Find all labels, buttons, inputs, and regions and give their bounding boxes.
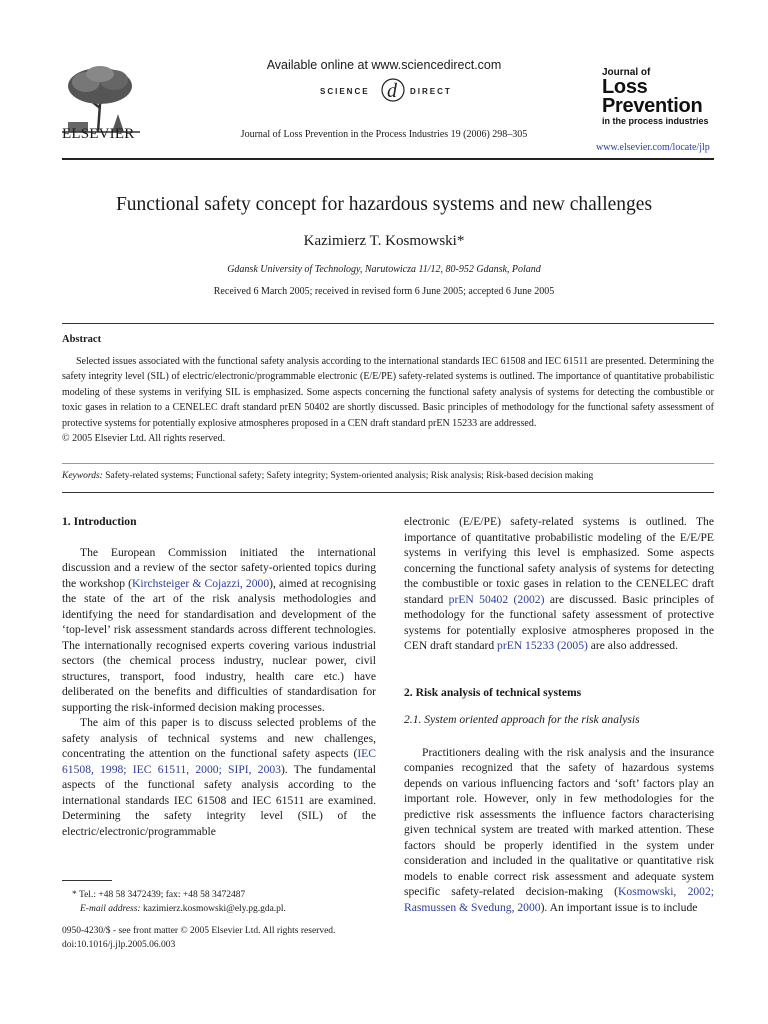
sciencedirect-logo (318, 76, 468, 104)
author-affiliation: Gdansk University of Technology, Narutowicza 11/12, 80-952 Gdansk, Poland (227, 264, 541, 275)
citation-link-iec[interactable]: IEC 61508, 1998; IEC 61511, 2000; SIPI, 2003 (62, 747, 376, 776)
section-1-heading: 1. Introduction (62, 515, 137, 528)
intro-paragraph-2: The aim of this paper is to discuss selected problems of the safety analysis of technical systems and new challenges, concentrating the attention on the functional safety aspects (IEC 61508, 1998; IEC 61511, 2000; SIPI, 2003). The fundamental aspects of the functional safety analysis according to the international standards IEC 61508 and IEC 61511 are examined. Determining the safety integrity level (SIL) of the electric/electronic/programmable (62, 716, 376, 838)
intro-paragraph-1: The European Commission initiated the international discussion and a review of the sector safety-oriented topics during the workshop (Kirchsteiger & Cojazzi, 2000), aimed at recognising the state of the art of the risk analysis methodologies and identifying the need for standardisation and development of the ‘top-level’ risk assessment standards across different technologies. The internationally recognised experts covering various industrial sectors (the chemical process industry, nuclear power, civil structures, transport, food industry, health care etc.) have deliberated on the benefits and difficulties of standardisation for supporting the risk-informed decision making processes. (62, 545, 376, 714)
received-dates: Received 6 March 2005; received in revised form 6 June 2005; accepted 6 June 2005 (213, 286, 555, 297)
author-email[interactable]: kazimierz.kosmowski@ely.pg.gda.pl. (142, 904, 286, 914)
abstract-text: Selected issues associated with the functional safety analysis according to the international standards IEC 61508 and IEC 61511 are presented. Determining the safety integrity level (SIL) of electric/electronic/programmable electronic (E/E/PE) safety-related systems is outlined. The importance of quantitative probabilistic modeling of these systems in verifying SIL is emphasized. Some aspects concerning the functional safety analysis of systems for detecting the combustible or toxic gases in relation to a CENELEC draft standard prEN 50402 are shortly discussed. Basic principles of methodology for the functional safety assessment of protective systems for potentially explosive atmospheres proposed in a CEN draft standard prEN 15233 are addressed. (62, 356, 714, 429)
journal-logo-line2: Loss (602, 76, 648, 98)
author-name: Kazimierz T. Kosmowski* (303, 233, 465, 249)
abstract-bottom-divider (62, 492, 714, 493)
citation-link-pren15233[interactable]: prEN 15233 (2005) (497, 639, 588, 652)
citation-link-kirchsteiger[interactable]: Kirchsteiger & Cojazzi, 2000 (131, 576, 270, 590)
available-online-text: Available online at www.sciencedirect.com (266, 58, 502, 72)
paper-title: Functional safety concept for hazardous systems and new challenges (115, 194, 653, 215)
journal-logo-line3: Prevention (602, 95, 703, 117)
svg-text:d: d (387, 80, 397, 102)
intro-paragraph-continued: electronic (E/E/PE) safety-related systems is outlined. The importance of quantitative probabilistic modeling of the E/E/PE systems in verifying this level is emphasized. Some aspects concerning the functional safety analysis of systems for detecting the combustible or toxic gases in relation to the CENELEC draft standard prEN 50402 (2002) are discussed. Basic principles of methodology for the functional safety assessment of protective systems for potentially explosive atmospheres proposed in the CEN draft standard prEN 15233 (2005) are also addressed. (404, 515, 714, 652)
section-2-heading: 2. Risk analysis of technical systems (404, 685, 582, 699)
front-matter (62, 924, 376, 952)
right-column (404, 514, 714, 915)
front-matter-copyright: 0950-4230/$ - see front matter © 2005 Elsevier Ltd. All rights reserved. (62, 926, 336, 936)
sd-left-text: SCIENCE (320, 87, 370, 96)
section-2-paragraph-1: Practitioners dealing with the risk analysis and the insurance companies recognized that the safety of hazardous systems depends on various influencing factors and ‘soft’ factors play an important role. However, only in few methodologies for the predictive risk assessments the influence factors characterising given technical system are treated with marked attention. These factors should be properly identified in the system under consideration and included in the qualitative or quantitative risk models to enable correct risk assessment and adequate system specific safety-related decision-making (Kosmowski, 2002; Rasmussen & Svedung, 2000). An important issue is to include (404, 745, 714, 914)
journal-citation: Journal of Loss Prevention in the Process Industries 19 (2006) 298–305 (240, 129, 528, 140)
footnote-divider (62, 880, 112, 881)
abstract-top-divider (62, 323, 714, 324)
publisher-name: ELSEVIER (62, 126, 135, 142)
footnote-email-line: E-mail address: kazimierz.kosmowski@ely.pg.gda.pl. (80, 904, 286, 914)
doi[interactable]: doi:10.1016/j.jlp.2005.06.003 (62, 940, 176, 950)
footnote (62, 888, 376, 916)
keywords-divider (62, 463, 714, 464)
header-divider (62, 158, 714, 160)
keywords-text: Safety-related systems; Functional safety; Safety integrity; System-oriented analysis; Risk analysis; Risk-based decision making (105, 471, 594, 481)
keywords-line (62, 471, 714, 481)
citation-link-pren50402[interactable]: prEN 50402 (2002) (448, 592, 545, 606)
abstract-body (62, 354, 714, 446)
keywords-label: Keywords: (62, 471, 103, 481)
subsection-2-1-heading: 2.1. System oriented approach for the risk analysis (404, 713, 640, 726)
sd-right-text: DIRECT (410, 87, 452, 96)
abstract-copyright: © 2005 Elsevier Ltd. All rights reserved. (62, 433, 226, 445)
abstract-heading: Abstract (62, 334, 102, 345)
journal-logo (602, 68, 709, 126)
journal-url-link[interactable]: www.elsevier.com/locate/jlp (596, 142, 710, 153)
journal-logo-line4: in the process industries (602, 116, 709, 126)
footnote-contact: * Tel.: +48 58 3472439; fax: +48 58 3472487 (72, 890, 246, 900)
journal-logo-line1: Journal of (602, 67, 651, 78)
citation-link-kosmowski[interactable]: Kosmowski, 2002; Rasmussen & Svedung, 2000 (404, 885, 714, 914)
left-column (62, 514, 376, 839)
